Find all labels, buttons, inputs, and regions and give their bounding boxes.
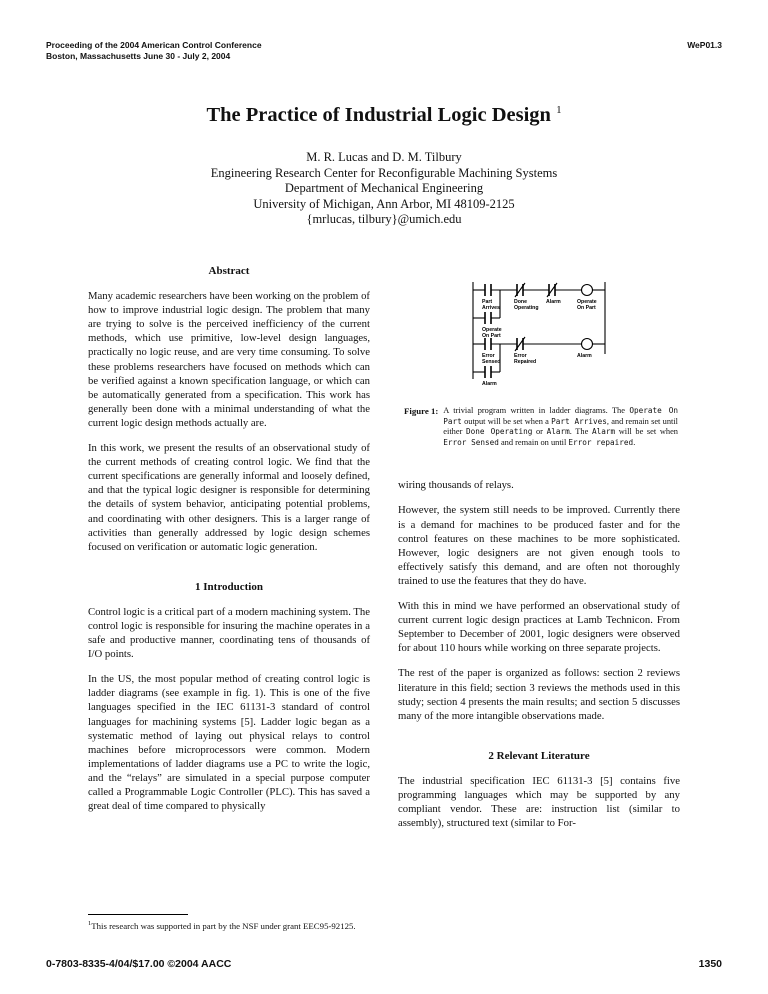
ladder-label: Arrives [482, 305, 500, 311]
figure-caption-label: Figure 1: [404, 406, 439, 416]
caption-segment-mono: Operate On Part [443, 406, 678, 426]
author-names: M. R. Lucas and D. M. Tilbury [306, 150, 462, 164]
ladder-label: Operate [482, 327, 502, 333]
caption-segment-mono: Alarm [546, 427, 570, 437]
paper-title [0, 104, 768, 127]
caption-segment: . [633, 437, 636, 447]
caption-segment: . The [569, 427, 592, 437]
running-header [46, 40, 722, 63]
copyright-line: 0-7803-8335-4/04/$17.00 ©2004 AACC [46, 958, 232, 970]
running-footer [46, 958, 722, 970]
affiliation-line-1: Engineering Research Center for Reconfigurable Machining Systems [210, 165, 558, 180]
abstract-paragraph-1: Many academic researchers have been working on the problem of how to improve industrial logic design. The problem that many are trying to solve is the perceived inefficiency of the current methods, which use primitive, low-level design languages, practically no logic reuse, and are very time consuming. To solve these problems researchers have focused on methods which can be verified against a known specification language, or which can be automatically generated from a specification. This work has generally been done with a minimal understanding of what the current logic design methods actually are. [88, 290, 370, 429]
body-paragraph-study: With this in mind we have performed an observational study of current current logic design practices at Lamb Technicon. From September to December of 2001, logic designers were observed for about 110 hours while working on three separate projects. [398, 600, 680, 655]
left-column [88, 256, 370, 932]
page-number: 1350 [698, 958, 722, 970]
conference-location-date: Boston, Massachusetts June 30 - July 2, 2004 [46, 51, 231, 62]
footnote-mark: 1 [88, 920, 92, 928]
caption-segment-mono: Alarm [591, 427, 616, 437]
ladder-label: Operate [577, 299, 597, 305]
body-paragraph-improved: However, the system still needs to be improved. Currently there is a demand for machines to be produced faster and for the control features on these machines to be more sophisticated. However, logic designers are not given enough tools to effectively satisfy this demand, and are often not thoroughly trained to use the features that they do have. [398, 504, 680, 587]
section-2-heading: 2 Relevant Literature [488, 749, 590, 762]
body-paragraph-wiring: wiring thousands of relays. [398, 479, 514, 492]
affiliation-line-2: Department of Mechanical Engineering [284, 181, 484, 196]
ladder-label: On Part [482, 333, 501, 339]
body-paragraph-organization: The rest of the paper is organized as follows: section 2 reviews literature in this field; section 3 reviews the methods used in this study; section 4 presents the main results; and section 5 discusses many of the more intangible observations made. [398, 667, 680, 722]
ladder-label: Alarm [577, 353, 592, 359]
footnote-text-line [88, 918, 370, 932]
ladder-label: Alarm [546, 299, 561, 305]
ladder-label: On Part [577, 305, 596, 311]
ladder-label: Part [482, 299, 493, 305]
ladder-label: Sensed [482, 359, 501, 365]
ladder-label: Done [514, 299, 527, 305]
caption-segment: output will be set when a [461, 416, 552, 426]
figure-1-caption [398, 406, 680, 448]
paper-code: WeP01.3 [687, 40, 722, 50]
ladder-label: Operating [514, 305, 539, 311]
author-emails: {mrlucas, tilbury}@umich.edu [306, 212, 462, 227]
ladder-label: Alarm [482, 381, 497, 387]
abstract-heading: Abstract [208, 265, 250, 277]
figure-caption-text [443, 406, 678, 448]
title-footnote-mark: 1 [556, 104, 562, 117]
ladder-label: Repaired [514, 359, 537, 365]
footnote-text: This research was supported in part by the NSF under grant EEC95-92125. [91, 921, 356, 931]
conference-name: Proceeding of the 2004 American Control Conference [46, 40, 262, 50]
caption-segment: and remain on until [498, 437, 569, 447]
author-block [0, 150, 768, 228]
caption-segment: , and remain set until either [443, 416, 678, 437]
caption-segment-mono: Error Sensed [443, 437, 499, 447]
caption-segment: will be set when [615, 427, 678, 437]
right-column [398, 256, 680, 932]
caption-segment: A trivial program written in ladder diagrams. The [443, 406, 630, 415]
ladder-label: Error [514, 353, 527, 359]
abstract-paragraph-2: In this work, we present the results of an observational study of the current methods of creating control logic. We find that the current specifications are generally informal and loosely defined, and that the typical logic designer is responsible for determining the details of system behavior, anticipating potential problems, and coordinating with other designers. This is a larger range of activities than generally addressed by logic design schemes focused on verification or automatic logic generation. [88, 442, 370, 553]
affiliation-line-3: University of Michigan, Ann Arbor, MI 48109-2125 [253, 196, 515, 211]
section-1-heading: 1 Introduction [195, 580, 263, 593]
paper-title-text: The Practice of Industrial Logic Design [206, 104, 551, 126]
section-2-paragraph-1: The industrial specification IEC 61131-3 [5] contains five programming languages which may be supported by any compliant vendor. These are: instruction list (similar to assembly), structured text (similar to For- [398, 774, 680, 830]
intro-paragraph-2: In the US, the most popular method of creating control logic is ladder diagrams (see example in fig. 1). This is one of the five languages specified in the IEC 61131-3 standard of control languages for machining systems [5]. Ladder logic began as a systematic method of laying out physical relays to control machines before microprocessors were common. Modern implementations of ladder diagrams use a PC to write the logic, and the “relays” are simulated in a special purpose computer called a Programmable Logic Controller (PLC). This has saved a great deal of time compared to physically [88, 673, 370, 813]
footnote-rule [88, 914, 188, 915]
footnote [88, 914, 370, 932]
conference-info [46, 40, 262, 63]
figure-1 [398, 256, 680, 448]
caption-segment-mono: Error repaired [568, 437, 634, 447]
ladder-label: Error [482, 353, 495, 359]
ladder-labels [482, 299, 597, 387]
caption-segment-mono: Done Operating [466, 427, 533, 437]
caption-segment: or [532, 427, 547, 437]
two-column-body [88, 256, 680, 932]
caption-segment-mono: Part Arrives [551, 416, 607, 426]
figure-1-ladder-diagram [464, 278, 614, 396]
intro-paragraph-1: Control logic is a critical part of a modern machining system. The control logic is responsible for insuring the machine operates in a safe and productive manner, coordinating tens of thousands of I/O points. [88, 605, 370, 661]
